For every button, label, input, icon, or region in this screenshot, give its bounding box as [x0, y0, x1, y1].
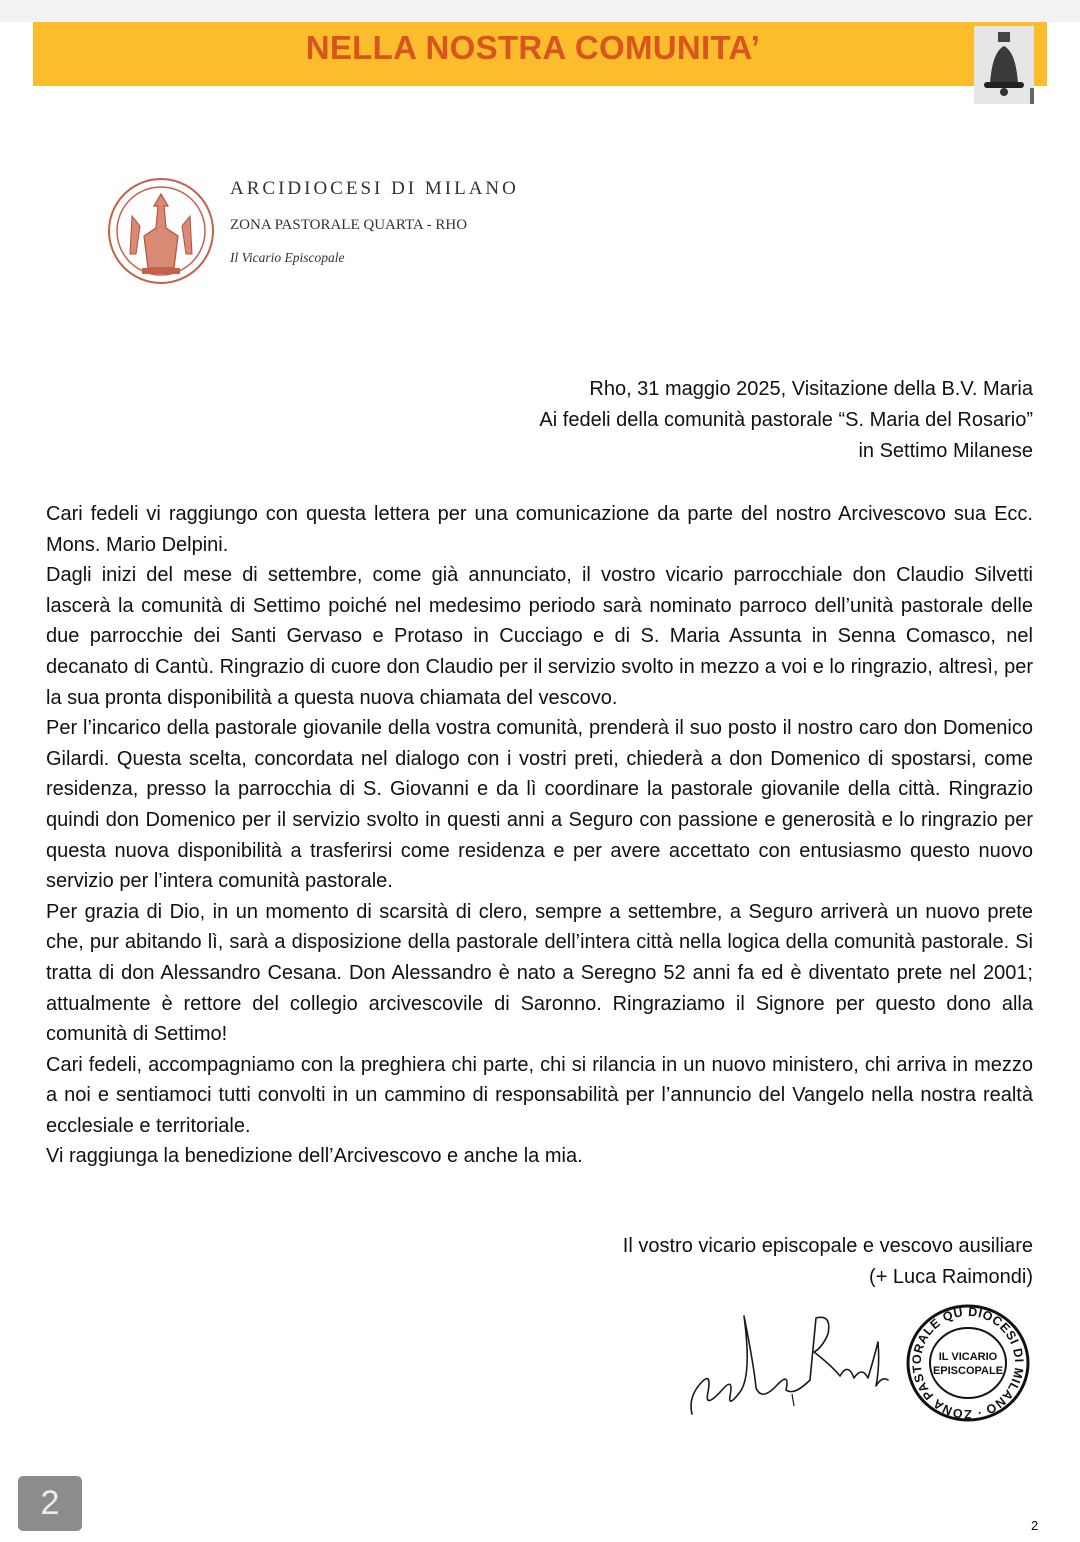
closing-name: (+ Luca Raimondi)	[869, 1266, 1033, 1288]
letterhead-vicario: Il Vicario Episcopale	[230, 250, 345, 265]
stamp-center-line2: EPISCOPALE	[932, 1365, 1004, 1377]
recipient-line: Ai fedeli della comunità pastorale “S. Maria del Rosario”	[539, 409, 1033, 431]
signature	[682, 1306, 892, 1421]
paragraph-1: Cari fedeli vi raggiungo con questa lettera per una comunicazione da parte del nostro Arcivescovo sua Ecc. Mons. Mario Delpini.	[46, 503, 1033, 556]
letterhead-zona: ZONA PASTORALE QUARTA - RHO	[230, 217, 468, 233]
page-number: 2	[1031, 1518, 1039, 1533]
section-banner	[33, 22, 1047, 86]
letter-body	[46, 499, 1033, 1172]
page-badge: 2	[18, 1476, 82, 1531]
recipient-place: in Settimo Milanese	[858, 440, 1033, 462]
paragraph-5: Cari fedeli, accompagniamo con la preghiera chi parte, chi si rilancia in un nuovo ministero, chi arriva in mezzo a noi e sentiamoci tutti convolti in un cammino di responsabilità per l’annuncio del Vangelo nella nostra realtà ecclesiale e territoriale.	[46, 1053, 1033, 1137]
paragraph-3: Per l’incarico della pastorale giovanile della vostra comunità, prenderà il suo posto il nostro caro don Domenico Gilardi. Questa scelta, concordata nel dialogo con i vostri preti, chiederà a don Domenico di spostarsi, come residenza, presso la parrocchia di S. Giovanni e da lì coordinare la pastorale giovanile della città. Ringrazio quindi don Domenico per il servizio svolto in questi anni a Seguro con passione e generosità e lo ringrazio per questa nuova disponibilità a trasferirsi come residenza e per avere accettato con entusiasmo questo nuovo servizio per l’intera comunità pastorale.	[46, 717, 1033, 893]
paragraph-6: Vi raggiunga la benedizione dell’Arcivescovo e anche la mia.	[46, 1145, 583, 1168]
top-strip	[0, 0, 1080, 22]
paragraph-4: Per grazia di Dio, in un momento di scarsità di clero, sempre a settembre, a Seguro arriverà un nuovo prete che, pur abitando lì, sarà a disposizione della pastorale dell’intera città nella logica della comunità pastorale. Si tratta di don Alessandro Cesana. Don Alessandro è nato a Seregno 52 anni fa ed è diventato prete nel 2001; attualmente è rettore del collegio arcivescovile di Saronno. Ringraziamo il Signore per questo dono alla comunità di Settimo!	[46, 900, 1033, 1046]
stamp-ring-text: DIOCESI DI MILANO · ZONA PASTORALE QU	[909, 1304, 1026, 1422]
letterhead-title: ARCIDIOCESI DI MILANO	[230, 178, 519, 199]
bell-icon	[974, 26, 1034, 104]
date-line: Rho, 31 maggio 2025, Visitazione della B.V. Maria	[589, 378, 1033, 400]
paragraph-2: Dagli inizi del mese di settembre, come già annunciato, il vostro vicario parrocchiale don Claudio Silvetti lascerà la comunità di Settimo poiché nel medesimo periodo sarà nominato parroco dell’unità pastorale delle due parrocchie dei Santi Gervaso e Protaso in Cucciago e di S. Maria Assunta in Senna Comasco, nel decanato di Cantù. Ringrazio di cuore don Claudio per il servizio svolto in mezzo a voi e lo ringrazio, altresì, per la sua pronta disponibilità a questa nuova chiamata del vescovo.	[46, 564, 1033, 709]
banner-title: NELLA NOSTRA COMUNITA’	[305, 29, 761, 66]
diocese-seal-icon	[106, 176, 216, 286]
closing-role: Il vostro vicario episcopale e vescovo ausiliare	[622, 1235, 1033, 1257]
stamp-center-line1: IL VICARIO	[938, 1351, 998, 1363]
official-stamp	[904, 1302, 1032, 1424]
